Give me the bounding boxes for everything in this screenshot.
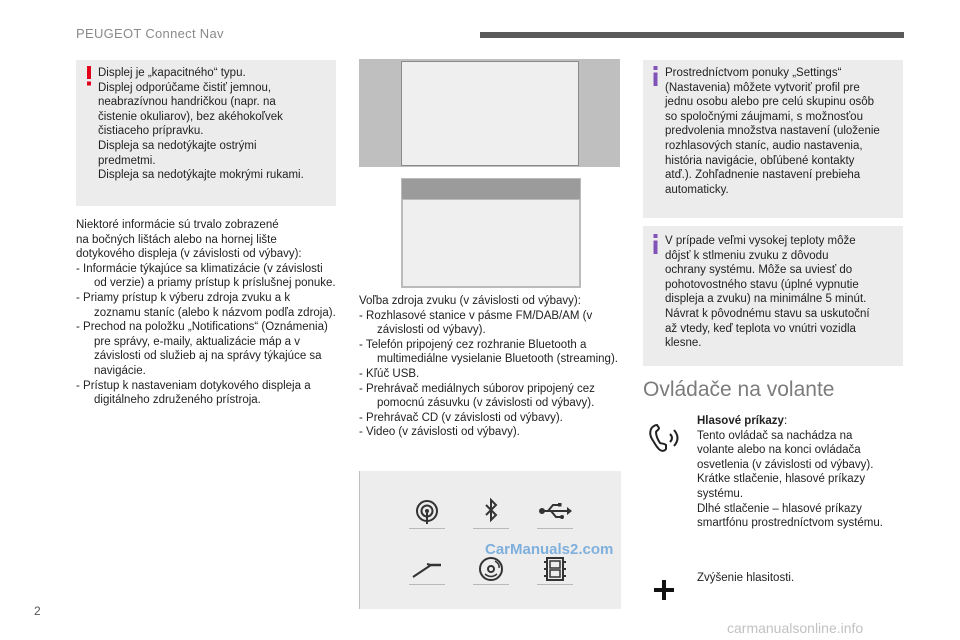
warning-line: neabrazívnou handričkou (napr. na bbox=[98, 96, 276, 109]
list-item: - Priamy prístup k výberu zdroja zvuku a k zoznamu staníc (alebo k názvom podľa zdroja). bbox=[76, 291, 336, 319]
info-box-settings bbox=[643, 60, 903, 218]
watermark-text: CarManuals2.com bbox=[485, 541, 614, 558]
warning-line: čistiaceho prípravku. bbox=[98, 125, 204, 138]
list-item: - Rozhlasové stanice v pásme FM/DAB/AM (v závislosti od výbavy). bbox=[359, 309, 593, 337]
warning-line: Displej je „kapacitného“ typu. bbox=[98, 67, 246, 79]
info-line: až vtedy, keď teplota vo vnútri vozidla bbox=[665, 322, 856, 335]
warning-line: Displej odporúčame čistiť jemnou, bbox=[98, 81, 272, 94]
info-line: história navigácie, obľúbené kontakty bbox=[665, 154, 855, 167]
cd-icon bbox=[473, 555, 509, 583]
list-item: - Prehrávač mediálnych súborov pripojený cez pomocnú zásuvku (v závislosti od výbavy). bbox=[359, 382, 595, 410]
info-line: (Nastavenia) môžete vytvoriť profil pre bbox=[665, 81, 860, 94]
info-line: atď.). Zohľadnenie nastavení prebieha bbox=[665, 169, 861, 182]
left-text-block bbox=[76, 218, 338, 408]
intro-line: Voľba zdroja zvuku (v závislosti od výbavy): bbox=[359, 295, 581, 307]
display-top-strip bbox=[402, 179, 580, 199]
radio-icon bbox=[409, 497, 445, 525]
media-underline bbox=[473, 528, 509, 529]
info-line: Návrat k pôvodnému stavu sa uskutoční bbox=[665, 307, 870, 320]
voice-line: smartfónu prostredníctvom systému. bbox=[697, 517, 883, 530]
volume-up-text: Zvýšenie hlasitosti. bbox=[697, 572, 795, 584]
info-line: Prostredníctvom ponuky „Settings“ bbox=[665, 67, 842, 79]
usb-icon bbox=[537, 497, 573, 525]
voice-line: Dlhé stlačenie – hlasové príkazy bbox=[697, 502, 862, 515]
info-line: klesne. bbox=[665, 337, 702, 350]
media-underline bbox=[537, 528, 573, 529]
video-icon bbox=[537, 555, 573, 583]
media-underline bbox=[409, 528, 445, 529]
warning-line: čistenie okuliarov), bez akéhokoľvek bbox=[98, 110, 283, 123]
exclamation-icon bbox=[86, 66, 92, 86]
voice-command-label: Hlasové príkazy bbox=[697, 415, 784, 427]
list-item: - Video (v závislosti od výbavy). bbox=[359, 426, 520, 439]
intro-line: dotykového displeja (v závislosti od výbavy): bbox=[76, 248, 302, 261]
list-item: - Prístup k nastaveniam dotykového displeja a digitálneho združeného prístroja. bbox=[76, 379, 311, 407]
intro-line: Niektoré informácie sú trvalo zobrazené bbox=[76, 219, 279, 231]
voice-command-colon: : bbox=[783, 415, 788, 427]
warning-line: Displeja sa nedotýkajte ostrými bbox=[98, 139, 257, 152]
display-screen bbox=[402, 199, 580, 287]
list-item: - Prehrávač CD (v závislosti od výbavy). bbox=[359, 411, 563, 424]
info-line: rozhlasových staníc, audio nastavenia, bbox=[665, 139, 863, 152]
list-item: - Kľúč USB. bbox=[359, 367, 420, 380]
info-line: ochrany systému. Môže sa uviesť do bbox=[665, 264, 853, 277]
info-line: displeja a zvuku) na minimálne 5 minút. bbox=[665, 293, 867, 306]
intro-line: na bočných lištách alebo na hornej lište bbox=[76, 233, 277, 246]
footer-watermark: carmanualsonline.info bbox=[727, 620, 864, 636]
list-item: - Prechod na položku „Notifications“ (Oznámenia) pre správy, e-maily, aktualizácie máp a v závislosti od služieb aj na správy týkajúce sa navigácie. bbox=[76, 321, 328, 377]
info-line: predvolenia množstva nastavení (uloženie bbox=[665, 125, 880, 138]
voice-command-icon bbox=[644, 422, 684, 458]
plus-icon bbox=[654, 580, 674, 600]
media-source-panel bbox=[359, 471, 621, 609]
display-illustration-bottom bbox=[401, 178, 581, 288]
media-underline bbox=[473, 584, 509, 585]
page-number: 2 bbox=[34, 604, 41, 618]
info-line: V prípade veľmi vysokej teploty môže bbox=[665, 235, 856, 247]
info-box-temperature bbox=[643, 226, 903, 366]
voice-line: systému. bbox=[697, 487, 744, 500]
bluetooth-icon bbox=[473, 497, 509, 525]
info-line: automaticky. bbox=[665, 183, 729, 196]
voice-line: osvetlenia (v závislosti od výbavy). bbox=[697, 458, 874, 471]
media-underline bbox=[537, 584, 573, 585]
voice-line: Tento ovládač sa nachádza na bbox=[697, 429, 853, 442]
voice-line: Krátke stlačenie, hlasové príkazy bbox=[697, 473, 866, 486]
info-line: jednu osobu alebo pre celú skupinu osôb bbox=[665, 96, 875, 109]
info-icon bbox=[653, 66, 658, 86]
display-illustration-top bbox=[359, 59, 620, 167]
section-title: Ovládače na volante bbox=[643, 378, 835, 401]
middle-text-block bbox=[359, 294, 621, 440]
list-item: - Informácie týkajúce sa klimatizácie (v závislosti od verzie) a priamy prístup k príslušnej ponuke. bbox=[76, 262, 336, 290]
info-line: dôjsť k stlmeniu zvuku z dôvodu bbox=[665, 249, 829, 262]
info-line: so spoločnými záujmami, s možnosťou bbox=[665, 110, 863, 123]
display-screen bbox=[401, 61, 579, 166]
warning-line: predmetmi. bbox=[98, 154, 156, 167]
warning-box bbox=[76, 60, 336, 206]
warning-line: Displeja sa nedotýkajte mokrými rukami. bbox=[98, 169, 304, 182]
voice-command-text bbox=[697, 414, 903, 531]
info-icon bbox=[653, 234, 658, 254]
page-header-title: PEUGEOT Connect Nav bbox=[76, 26, 224, 41]
list-item: - Telefón pripojený cez rozhranie Bluetooth a multimediálne vysielanie Bluetooth (streaming). bbox=[359, 338, 618, 366]
voice-line: volante alebo na konci ovládača bbox=[697, 444, 861, 457]
aux-jack-icon bbox=[409, 555, 445, 583]
media-underline bbox=[409, 584, 445, 585]
header-bar bbox=[480, 32, 904, 38]
info-line: pohotovostného stavu (úplné vypnutie bbox=[665, 278, 859, 291]
